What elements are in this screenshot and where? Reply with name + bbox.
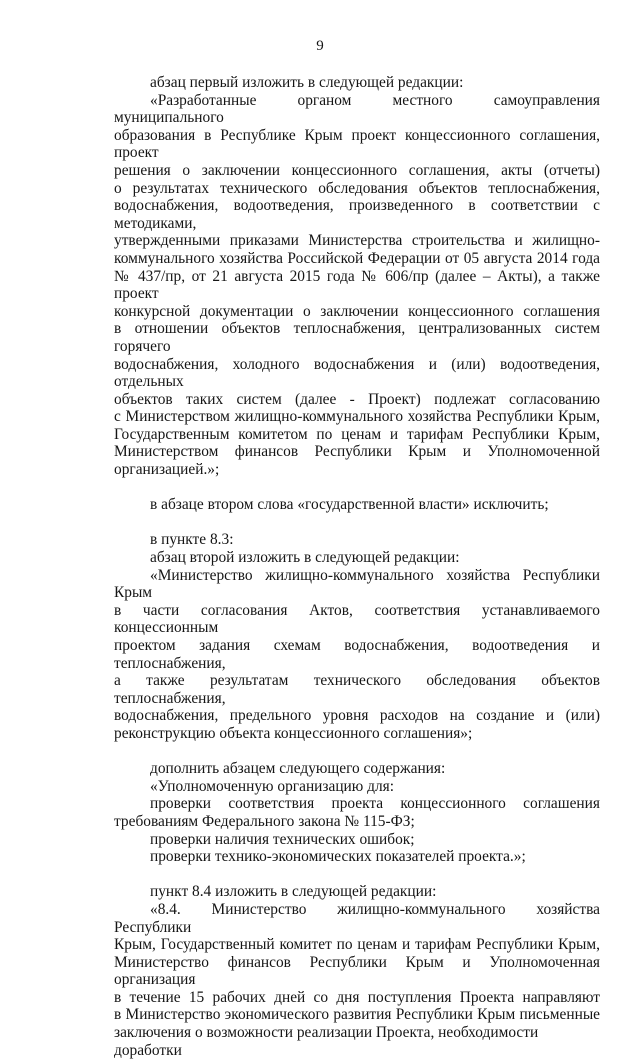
paragraph-spacer (114, 514, 600, 532)
paragraph (114, 848, 600, 866)
text-line: «Министерство жилищно-коммунального хозяйства Республики Крым (114, 566, 600, 602)
text-line: в абзаце втором слова «государственной власти» исключить; (150, 496, 549, 514)
text-line: требованиям Федерального закона № 115-ФЗ; (114, 812, 415, 830)
paragraph (114, 549, 600, 567)
text-line: организацией.»; (114, 461, 220, 479)
text-line: проектом задания схемам водоснабжения, водоотведения и теплоснабжения, (114, 637, 600, 672)
text-line: конкурсной документации о заключении концессионного соглашения (114, 302, 600, 320)
paragraph (114, 496, 600, 514)
text-line: Крым, Государственный комитет по ценам и тарифам Республики Крым, (114, 936, 600, 954)
paragraph (114, 883, 600, 901)
text-line: с Министерством жилищно-коммунального хозяйства Республики Крым, (114, 408, 600, 426)
text-line: а также результатам технического обследования объектов теплоснабжения, (114, 672, 600, 707)
paragraph (114, 795, 600, 830)
text-line: водоснабжения, предельного уровня расходов на создание и (или) (114, 707, 600, 725)
text-line: «Разработанные органом местного самоуправления муниципального (114, 91, 600, 127)
text-line: заключения о возможности реализации Проекта, необходимости доработки (114, 1024, 539, 1059)
text-line: решения о заключении концессионного соглашения, акты (отчеты) (114, 161, 600, 179)
text-line: Государственным комитетом по ценам и тарифам Республики Крым, (114, 425, 600, 443)
paragraph-spacer (114, 743, 600, 761)
text-line: № 437/пр, от 21 августа 2015 года № 606/пр (далее – Акты), а также проект (114, 267, 600, 303)
text-line: в Министерство экономического развития Республики Крым письменные (114, 1006, 600, 1024)
paragraph-spacer (114, 866, 600, 884)
text-line: Министерством финансов Республики Крым и Уполномоченной (114, 443, 600, 461)
text-line: Министерство финансов Республики Крым и Уполномоченная организация (114, 953, 600, 989)
text-line: утвержденными приказами Министерства строительства и жилищно- (114, 232, 600, 250)
text-line: объектов таких систем (далее - Проект) подлежат согласованию (114, 390, 600, 408)
paragraph (114, 760, 600, 778)
text-line: коммунального хозяйства Российской Федерации от 05 августа 2014 года (114, 249, 600, 267)
text-line: «8.4. Министерство жилищно-коммунального хозяйства Республики (114, 900, 600, 936)
paragraph (114, 778, 600, 796)
page-number: 9 (316, 38, 324, 54)
paragraph (114, 531, 600, 549)
text-line: в части согласования Актов, соответствия устанавливаемого концессионным (114, 601, 600, 637)
paragraph (114, 74, 600, 92)
text-line: пункт 8.4 изложить в следующей редакции: (150, 883, 437, 901)
text-line: в течение 15 рабочих дней со дня поступления Проекта направляют (114, 988, 600, 1006)
text-line: реконструкцию объекта концессионного соглашения»; (114, 724, 473, 742)
paragraph (114, 92, 600, 479)
text-line: в отношении объектов теплоснабжения, централизованных систем горячего (114, 320, 600, 355)
text-line: образования в Республике Крым проект концессионного соглашения, проект (114, 126, 600, 162)
paragraph (114, 901, 600, 1059)
text-line: «Уполномоченную организацию для: (150, 777, 395, 795)
text-line: абзац второй изложить в следующей редакции: (150, 549, 460, 567)
document-body (114, 74, 600, 1059)
text-line: о результатах технического обследования объектов теплоснабжения, (114, 179, 600, 197)
text-line: проверки наличия технических ошибок; (150, 830, 415, 848)
text-line: в пункте 8.3: (150, 531, 234, 549)
paragraph (114, 831, 600, 849)
text-line: водоснабжения, холодного водоснабжения и (или) водоотведения, отдельных (114, 355, 600, 391)
paragraph (114, 567, 600, 743)
text-line: абзац первый изложить в следующей редакции: (150, 74, 464, 91)
paragraph-spacer (114, 479, 600, 497)
text-line: проверки технико-экономических показателей проекта.»; (150, 848, 526, 866)
text-line: проверки соответствия проекта концессионного соглашения (150, 795, 600, 813)
text-line: водоснабжения, водоотведения, произведенного в соответствии с методиками, (114, 197, 600, 232)
text-line: дополнить абзацем следующего содержания: (150, 760, 446, 778)
